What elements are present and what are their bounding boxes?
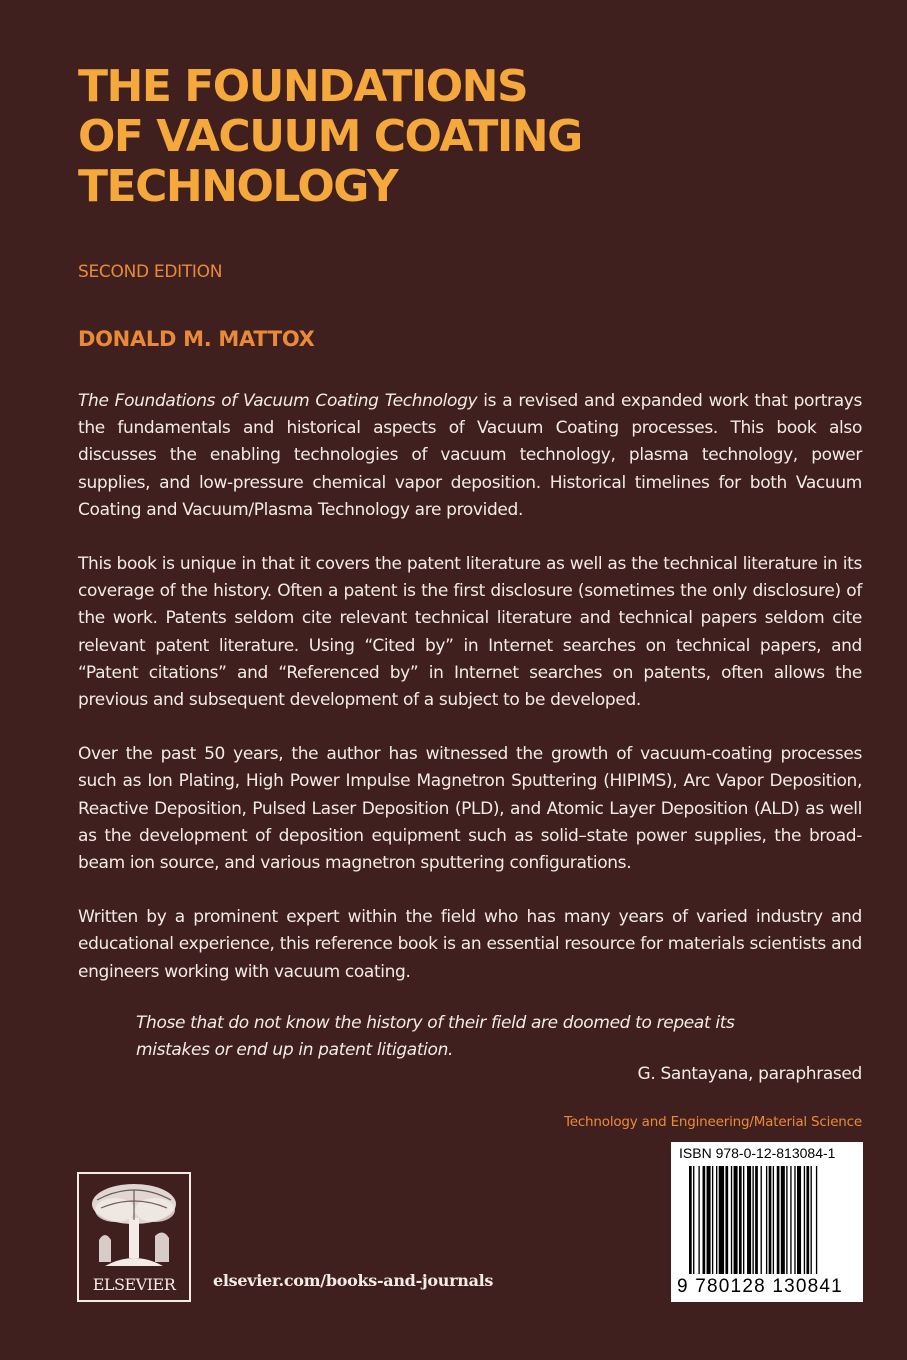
barcode-bar: [734, 1166, 738, 1274]
barcode-bar: [743, 1166, 744, 1274]
barcode-bar: [811, 1166, 812, 1274]
barcode-bar: [698, 1166, 699, 1274]
barcode-bar: [716, 1166, 717, 1274]
book-title-italic: The Foundations of Vacuum Coating Technology: [78, 391, 478, 411]
elsevier-tree-icon: [85, 1180, 183, 1270]
barcode-bar: [797, 1166, 801, 1274]
paragraph-4: Written by a prominent expert within the field who has many years of varied industry and educational experience, this reference book is an essential resource for materials scientists and engineers working with vacuum coating.: [78, 907, 862, 982]
isbn-label: ISBN 978-0-12-813084-1: [679, 1145, 836, 1161]
barcode-bar: [693, 1166, 694, 1274]
title-line: THE FOUNDATIONS: [78, 61, 528, 112]
barcode-digits: 9 780128 130841: [677, 1276, 843, 1297]
publisher-wordmark: ELSEVIER: [92, 1275, 176, 1294]
description: [78, 388, 862, 1013]
title-line: OF VACUUM COATING: [78, 111, 582, 162]
barcode-bar: [689, 1166, 692, 1274]
title-line: TECHNOLOGY: [78, 161, 398, 212]
publisher-url: elsevier.com/books-and-journals: [213, 1271, 494, 1290]
barcode-bar: [777, 1166, 780, 1274]
isbn-barcode: [671, 1142, 863, 1302]
barcode-bar: [786, 1166, 787, 1274]
barcode-bar: [794, 1166, 795, 1274]
book-title: [78, 62, 838, 212]
barcode-bar: [816, 1166, 817, 1274]
barcode-bar: [752, 1166, 753, 1274]
paragraph-1: [78, 388, 862, 524]
quote-attribution: G. Santayana, paraphrased: [637, 1064, 862, 1084]
barcode-bar: [773, 1166, 774, 1274]
barcode-bar: [766, 1166, 767, 1274]
subject-category: Technology and Engineering/Material Science: [563, 1114, 862, 1130]
barcode-bar: [725, 1166, 728, 1274]
paragraph-1-text: is a revised and expanded work that portrays the fundamentals and historical aspects of Vacuum Coating processes. This book also discusses the enabling technologies of vacuum technology, plasma technology, power supplies, and low-pressure chemical vapor deposition. Historical timelines for both Vacuum Coating and Vacuum/Plasma Technology are provided.: [78, 391, 862, 520]
barcode-bar: [781, 1166, 785, 1274]
barcode-bar: [731, 1166, 732, 1274]
barcode-bars: [689, 1166, 849, 1274]
author-name: DONALD M. MATTOX: [78, 327, 315, 351]
edition-label: SECOND EDITION: [78, 262, 223, 282]
barcode-bar: [804, 1166, 805, 1274]
barcode-bar: [712, 1166, 713, 1274]
barcode-bar: [739, 1166, 742, 1274]
barcode-bar: [761, 1166, 762, 1274]
barcode-bar: [755, 1166, 758, 1274]
barcode-bar: [703, 1166, 706, 1274]
epigraph-quote: Those that do not know the history of their field are doomed to repeat its mistakes or end up in patent litigation.: [136, 1013, 735, 1060]
barcode-bar: [747, 1166, 751, 1274]
barcode-bar: [806, 1166, 809, 1274]
paragraph-3: Over the past 50 years, the author has witnessed the growth of vacuum-coating processes such as Ion Plating, High Power Impulse Magnetron Sputtering (HIPIMS), Arc Vapor Deposition, Reactive Deposition, Pulsed Laser Deposition (PLD), and Atomic Layer Deposition (ALD) as well as the development of deposition equipment such as solid–state power supplies, the broad-beam ion source, and various magnetron sputtering configurations.: [78, 744, 862, 874]
barcode-bar: [707, 1166, 711, 1274]
publisher-logo: [77, 1172, 191, 1302]
barcode-bar: [769, 1166, 772, 1274]
barcode-bar: [790, 1166, 791, 1274]
paragraph-2: This book is unique in that it covers the patent literature as well as the technical literature in its coverage of the history. Often a patent is the first disclosure (sometimes the only disclosure) of the work. Patents seldom cite relevant technical literature and technical papers seldom cite relevant patent literature. Using “Cited by” in Internet searches on technical papers, and “Patent citations” and “Referenced by” in Internet searches on patents, often allows the previous and subsequent development of a subject to be developed.: [78, 554, 862, 711]
barcode-bar: [719, 1166, 724, 1274]
